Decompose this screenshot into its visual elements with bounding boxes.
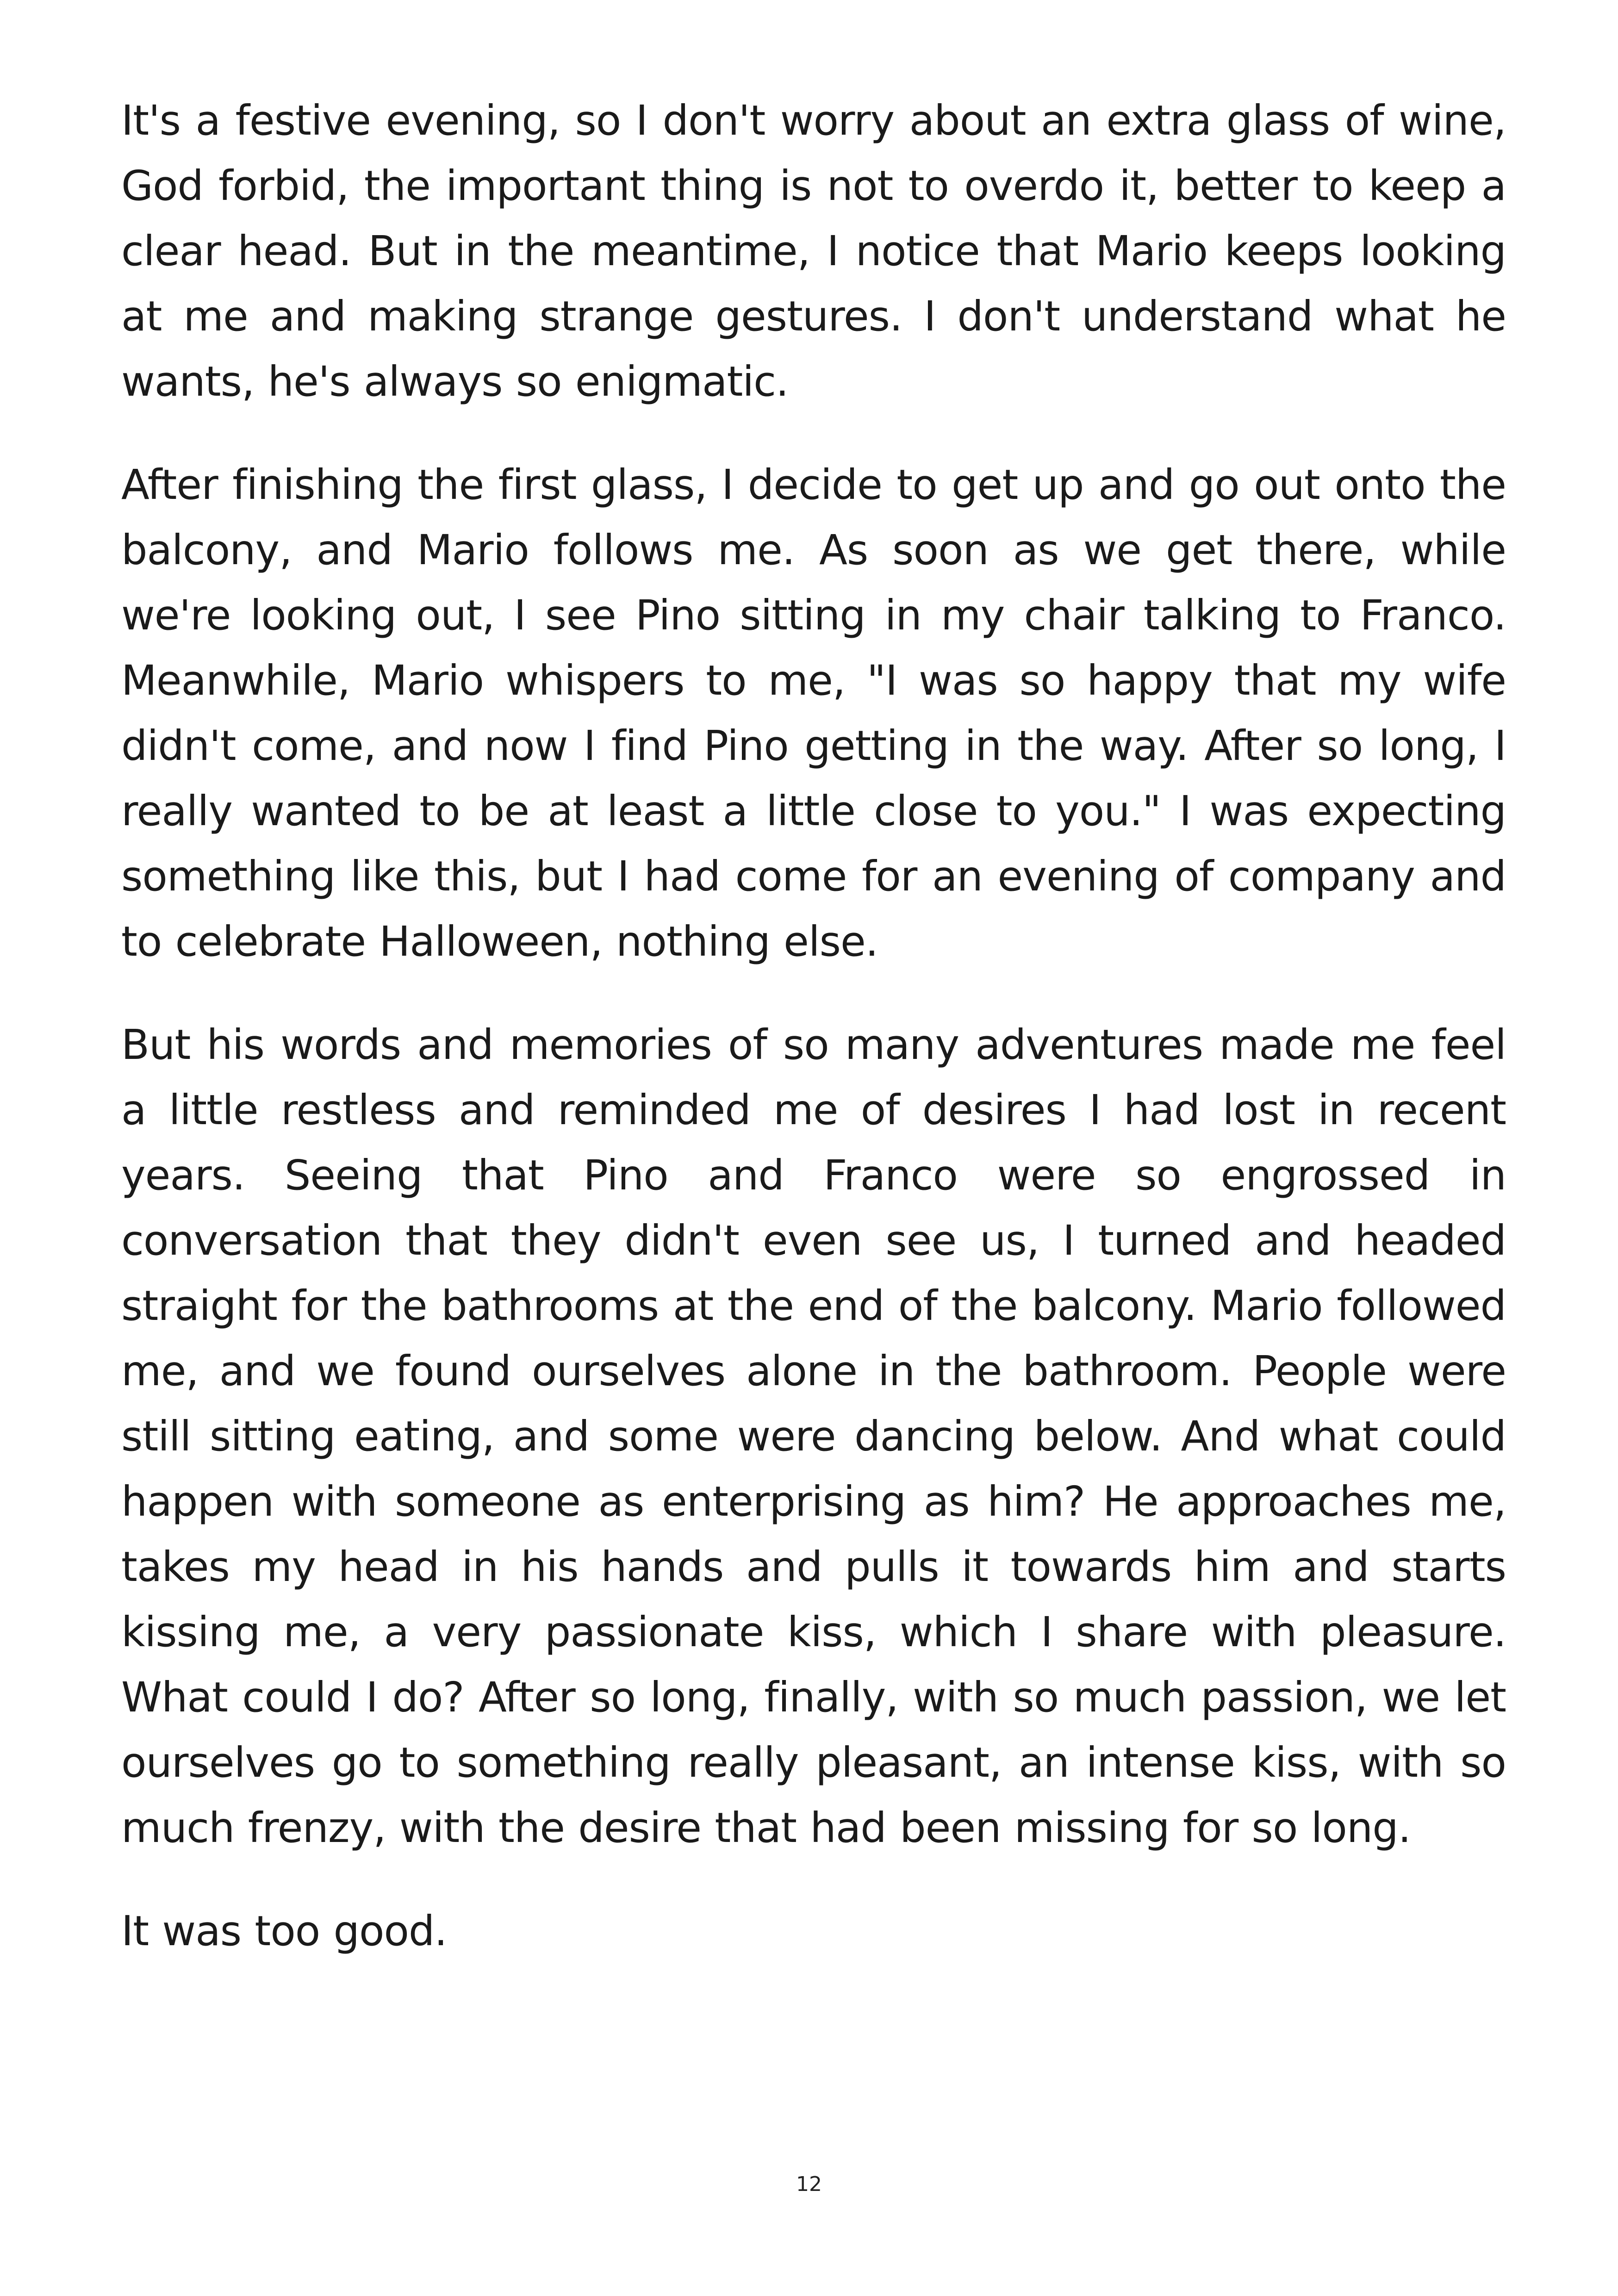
page-number: 12 bbox=[796, 2172, 822, 2196]
text-body bbox=[121, 88, 1506, 2002]
paragraph: It's a festive evening, so I don't worry about an extra glass of wine, God forbid, the important thing is not to overdo it, better to keep a clear head. But in the meantime, I notice that Mario keeps looking at me and making strange gestures. I don't understand what he wants, he's always so enigmatic. bbox=[121, 96, 1506, 405]
paragraph: But his words and memories of so many adventures made me feel a little restless and reminded me of desires I had lost in recent years. Seeing that Pino and Franco were so engrossed in conversation that they didn't even see us, I turned and headed straight for the bathrooms at the end of the balcony. Mario followed me, and we found ourselves alone in the bathroom. People were still sitting eating, and some were dancing below. And what could happen with someone as enterprising as him? He approaches me, takes my head in his hands and pulls it towards him and starts kissing me, a very passionate kiss, which I share with pleasure. What could I do? After so long, finally, with so much passion, we let ourselves go to something really pleasant, an intense kiss, with so much frenzy, with the desire that had been missing for so long. bbox=[121, 1020, 1506, 1852]
paragraph: It was too good. bbox=[121, 1907, 447, 1955]
paragraph: After finishing the first glass, I decide to get up and go out onto the balcony, and Mario follows me. As soon as we get there, while we're looking out, I see Pino sitting in my chair talking to Franco. Meanwhile, Mario whispers to me, "I was so happy that my wife didn't come, and now I find Pino getting in the way. After so long, I really wanted to be at least a little close to you." I was expecting something like this, but I had come for an evening of company and to celebrate Halloween, nothing else. bbox=[121, 460, 1506, 965]
